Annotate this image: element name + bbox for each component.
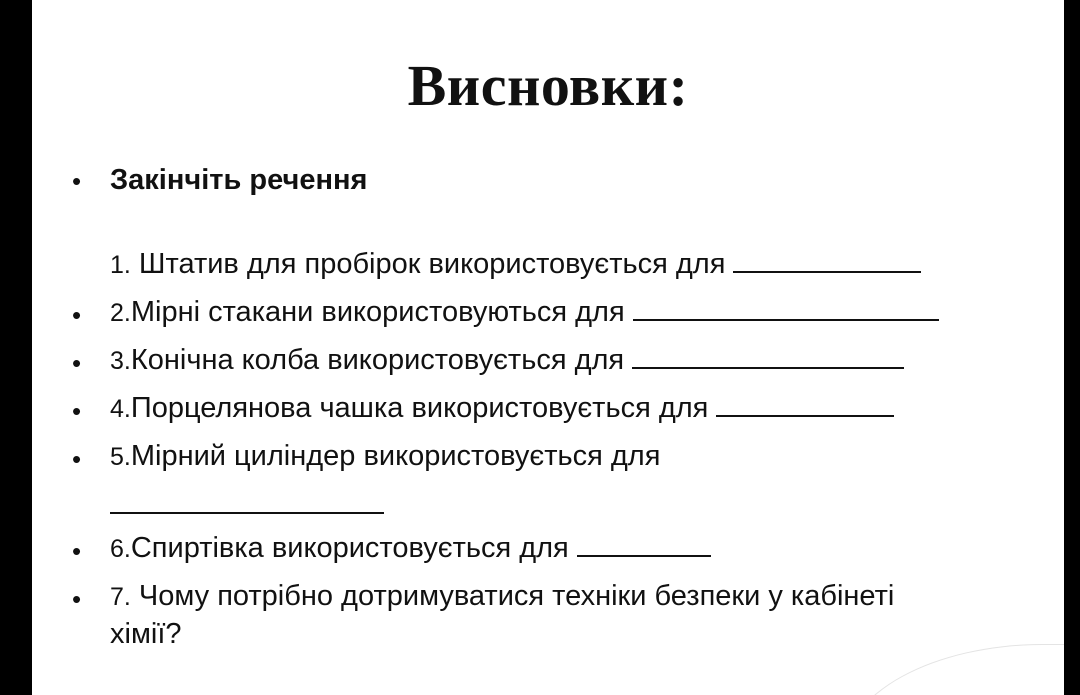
- item-text: Порцелянова чашка використовується для: [130, 392, 709, 424]
- slide: [32, 0, 1064, 695]
- item-text: Мірний циліндер використовується для: [130, 440, 661, 472]
- bullet: •: [72, 444, 82, 474]
- answer-blank: [632, 366, 904, 369]
- list-item-7: [110, 580, 894, 613]
- slide-title: Висновки:: [407, 53, 689, 118]
- answer-blank: [577, 554, 711, 557]
- item-number: 2.: [110, 299, 131, 327]
- item-number: 1.: [110, 251, 131, 279]
- item-text: Мірні стакани використовуються для: [130, 296, 625, 328]
- item-text: Чому потрібно дотримуватися техніки безпеки у кабінеті: [130, 580, 895, 612]
- bullet: •: [72, 348, 82, 378]
- item-text: Штатив для пробірок використовується для: [130, 248, 726, 280]
- list-item-7-continuation: хімії?: [110, 618, 182, 650]
- list-item-1: [110, 248, 921, 281]
- bullet: •: [72, 584, 82, 614]
- item-text: Спиртівка використовується для: [130, 532, 569, 564]
- bullet: •: [72, 166, 82, 196]
- list-item-6: [110, 532, 711, 565]
- bullet: •: [72, 396, 82, 426]
- list-item-4: [110, 392, 894, 425]
- bullet: •: [72, 536, 82, 566]
- item-text: Конічна колба використовується для: [130, 344, 625, 376]
- list-item-3: [110, 344, 904, 377]
- list-item-5: [110, 440, 660, 473]
- answer-blank: [716, 414, 894, 417]
- bullet: •: [72, 300, 82, 330]
- answer-blank: [733, 270, 921, 273]
- item-number: 4.: [110, 395, 131, 423]
- list-item-2: [110, 296, 939, 329]
- instruction-heading: Закінчіть речення: [110, 164, 368, 196]
- item-number: 6.: [110, 535, 131, 563]
- item-number: 5.: [110, 443, 131, 471]
- decorative-curve: [843, 644, 1064, 695]
- item-number: 3.: [110, 347, 131, 375]
- item-number: 7.: [110, 583, 131, 611]
- answer-blank: [633, 318, 939, 321]
- answer-blank: [110, 512, 384, 514]
